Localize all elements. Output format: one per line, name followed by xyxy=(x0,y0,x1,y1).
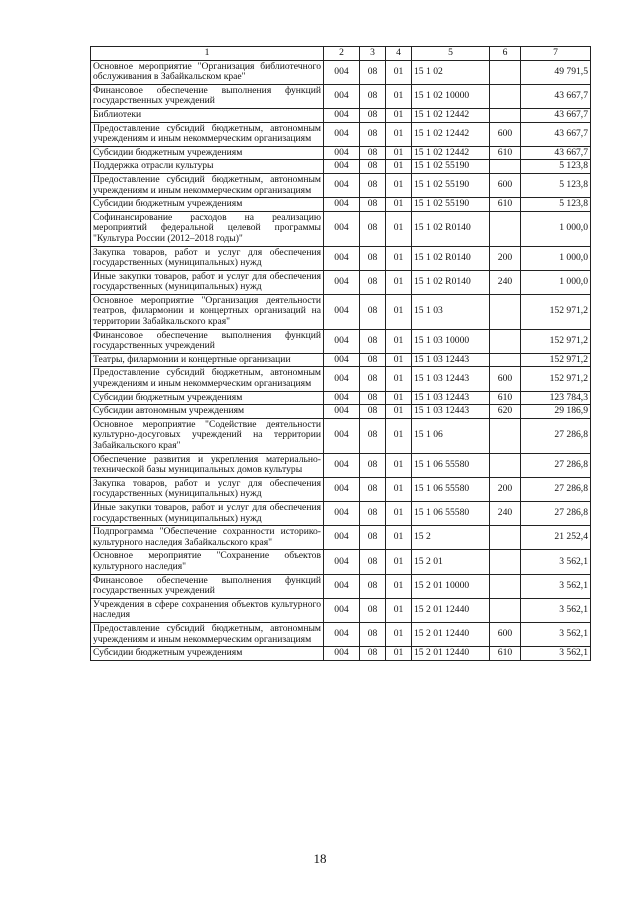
table-row xyxy=(91,198,591,212)
col-expense-type: 240 xyxy=(490,501,521,525)
col-amount: 27 286,8 xyxy=(521,453,591,477)
col-subsection: 01 xyxy=(386,270,412,294)
col-section: 08 xyxy=(360,198,386,212)
table-row xyxy=(91,246,591,270)
col-amount: 5 123,8 xyxy=(521,173,591,197)
col-target-article: 15 2 01 xyxy=(412,550,490,574)
table-row xyxy=(91,270,591,294)
table-row xyxy=(91,353,591,367)
col-section: 08 xyxy=(360,647,386,661)
col-section: 08 xyxy=(360,574,386,598)
col-expense-type xyxy=(490,108,521,122)
col-amount: 43 667,7 xyxy=(521,146,591,160)
col-target-article: 15 1 02 R0140 xyxy=(412,211,490,246)
col-code: 004 xyxy=(324,60,360,84)
col-code: 004 xyxy=(324,574,360,598)
col-subsection: 01 xyxy=(386,598,412,622)
row-name: Основное мероприятие "Организация деятельности театров, филармонии и концертных организаций на территории Забайкальского края" xyxy=(91,294,324,329)
table-row xyxy=(91,477,591,501)
col-code: 004 xyxy=(324,329,360,353)
row-name: Субсидии бюджетным учреждениям xyxy=(91,198,324,212)
col-subsection: 01 xyxy=(386,367,412,391)
col-subsection: 01 xyxy=(386,477,412,501)
row-name: Подпрограмма "Обеспечение сохранности историко-культурного наследия Забайкальского края" xyxy=(91,526,324,550)
col-expense-type xyxy=(490,598,521,622)
table-row xyxy=(91,418,591,453)
col-expense-type xyxy=(490,60,521,84)
col-code: 004 xyxy=(324,526,360,550)
col-subsection: 01 xyxy=(386,60,412,84)
col-expense-type: 610 xyxy=(490,198,521,212)
col-subsection: 01 xyxy=(386,405,412,419)
col-section: 08 xyxy=(360,622,386,646)
col-target-article: 15 1 06 55580 xyxy=(412,477,490,501)
col-amount: 1 000,0 xyxy=(521,211,591,246)
budget-table xyxy=(90,46,591,661)
col-section: 08 xyxy=(360,211,386,246)
col-expense-type xyxy=(490,211,521,246)
col-expense-type xyxy=(490,574,521,598)
col-section: 08 xyxy=(360,294,386,329)
row-name: Субсидии бюджетным учреждениям xyxy=(91,647,324,661)
col-amount: 3 562,1 xyxy=(521,622,591,646)
table-row xyxy=(91,550,591,574)
col-amount: 43 667,7 xyxy=(521,122,591,146)
col-code: 004 xyxy=(324,367,360,391)
col-target-article: 15 2 01 12440 xyxy=(412,598,490,622)
col-subsection: 01 xyxy=(386,353,412,367)
table-row xyxy=(91,211,591,246)
header-cell-4: 4 xyxy=(386,47,412,61)
col-expense-type: 200 xyxy=(490,246,521,270)
col-subsection: 01 xyxy=(386,84,412,108)
col-code: 004 xyxy=(324,173,360,197)
col-amount: 1 000,0 xyxy=(521,246,591,270)
col-subsection: 01 xyxy=(386,160,412,174)
col-target-article: 15 1 03 12443 xyxy=(412,405,490,419)
col-amount: 3 562,1 xyxy=(521,647,591,661)
col-code: 004 xyxy=(324,353,360,367)
col-section: 08 xyxy=(360,246,386,270)
col-target-article: 15 2 xyxy=(412,526,490,550)
table-row xyxy=(91,60,591,84)
col-expense-type: 610 xyxy=(490,647,521,661)
row-name: Иные закупки товаров, работ и услуг для обеспечения государственных (муниципальных) нужд xyxy=(91,501,324,525)
col-amount: 5 123,8 xyxy=(521,160,591,174)
header-cell-5: 5 xyxy=(412,47,490,61)
col-target-article: 15 1 06 xyxy=(412,418,490,453)
header-cell-2: 2 xyxy=(324,47,360,61)
col-expense-type xyxy=(490,294,521,329)
col-amount: 27 286,8 xyxy=(521,418,591,453)
col-target-article: 15 1 03 12443 xyxy=(412,391,490,405)
col-section: 08 xyxy=(360,60,386,84)
header-cell-7: 7 xyxy=(521,47,591,61)
col-target-article: 15 1 02 12442 xyxy=(412,108,490,122)
col-amount: 3 562,1 xyxy=(521,574,591,598)
col-subsection: 01 xyxy=(386,418,412,453)
col-code: 004 xyxy=(324,246,360,270)
row-name: Субсидии бюджетным учреждениям xyxy=(91,391,324,405)
header-row xyxy=(91,47,591,61)
col-subsection: 01 xyxy=(386,329,412,353)
table-row xyxy=(91,622,591,646)
col-code: 004 xyxy=(324,294,360,329)
col-subsection: 01 xyxy=(386,453,412,477)
table-row xyxy=(91,647,591,661)
col-code: 004 xyxy=(324,211,360,246)
col-subsection: 01 xyxy=(386,173,412,197)
col-amount: 5 123,8 xyxy=(521,198,591,212)
col-target-article: 15 1 03 12443 xyxy=(412,353,490,367)
col-expense-type: 240 xyxy=(490,270,521,294)
page-number: 18 xyxy=(313,851,327,866)
col-subsection: 01 xyxy=(386,146,412,160)
row-name: Закупка товаров, работ и услуг для обеспечения государственных (муниципальных) нужд xyxy=(91,477,324,501)
col-section: 08 xyxy=(360,477,386,501)
table-row xyxy=(91,574,591,598)
row-name: Финансовое обеспечение выполнения функций государственных учреждений xyxy=(91,574,324,598)
row-name: Субсидии бюджетным учреждениям xyxy=(91,146,324,160)
row-name: Финансовое обеспечение выполнения функций государственных учреждений xyxy=(91,329,324,353)
row-name: Закупка товаров, работ и услуг для обеспечения государственных (муниципальных) нужд xyxy=(91,246,324,270)
table-row xyxy=(91,526,591,550)
col-target-article: 15 2 01 10000 xyxy=(412,574,490,598)
col-code: 004 xyxy=(324,270,360,294)
col-subsection: 01 xyxy=(386,647,412,661)
col-expense-type: 600 xyxy=(490,367,521,391)
col-amount: 43 667,7 xyxy=(521,108,591,122)
col-amount: 29 186,9 xyxy=(521,405,591,419)
table-row xyxy=(91,160,591,174)
table-row xyxy=(91,173,591,197)
row-name: Предоставление субсидий бюджетным, автономным учреждениям и иным некоммерческим организациям xyxy=(91,122,324,146)
row-name: Театры, филармонии и концертные организации xyxy=(91,353,324,367)
col-expense-type xyxy=(490,84,521,108)
table-row xyxy=(91,367,591,391)
col-code: 004 xyxy=(324,477,360,501)
col-subsection: 01 xyxy=(386,211,412,246)
col-amount: 49 791,5 xyxy=(521,60,591,84)
col-target-article: 15 1 02 12442 xyxy=(412,146,490,160)
table-row xyxy=(91,84,591,108)
col-expense-type: 600 xyxy=(490,173,521,197)
col-expense-type xyxy=(490,353,521,367)
table-row xyxy=(91,453,591,477)
table-row xyxy=(91,146,591,160)
col-code: 004 xyxy=(324,146,360,160)
col-target-article: 15 1 02 55190 xyxy=(412,198,490,212)
col-expense-type: 610 xyxy=(490,391,521,405)
col-amount: 123 784,3 xyxy=(521,391,591,405)
col-amount: 152 971,2 xyxy=(521,294,591,329)
col-expense-type xyxy=(490,453,521,477)
col-amount: 3 562,1 xyxy=(521,550,591,574)
col-subsection: 01 xyxy=(386,108,412,122)
col-subsection: 01 xyxy=(386,550,412,574)
table-row xyxy=(91,294,591,329)
col-target-article: 15 1 02 12442 xyxy=(412,122,490,146)
col-section: 08 xyxy=(360,405,386,419)
col-amount: 1 000,0 xyxy=(521,270,591,294)
col-target-article: 15 1 06 55580 xyxy=(412,453,490,477)
col-target-article: 15 1 02 10000 xyxy=(412,84,490,108)
col-amount: 43 667,7 xyxy=(521,84,591,108)
col-section: 08 xyxy=(360,391,386,405)
col-target-article: 15 2 01 12440 xyxy=(412,622,490,646)
table-row xyxy=(91,391,591,405)
col-section: 08 xyxy=(360,453,386,477)
col-amount: 27 286,8 xyxy=(521,501,591,525)
col-subsection: 01 xyxy=(386,501,412,525)
col-expense-type xyxy=(490,526,521,550)
col-subsection: 01 xyxy=(386,526,412,550)
col-expense-type: 620 xyxy=(490,405,521,419)
col-code: 004 xyxy=(324,405,360,419)
col-section: 08 xyxy=(360,270,386,294)
col-amount: 152 971,2 xyxy=(521,353,591,367)
header-cell-1: 1 xyxy=(91,47,324,61)
row-name: Предоставление субсидий бюджетным, автономным учреждениям и иным некоммерческим организациям xyxy=(91,367,324,391)
row-name: Предоставление субсидий бюджетным, автономным учреждениям и иным некоммерческим организациям xyxy=(91,173,324,197)
row-name: Библиотеки xyxy=(91,108,324,122)
col-code: 004 xyxy=(324,622,360,646)
col-target-article: 15 1 02 R0140 xyxy=(412,270,490,294)
col-section: 08 xyxy=(360,501,386,525)
col-section: 08 xyxy=(360,598,386,622)
col-code: 004 xyxy=(324,84,360,108)
col-code: 004 xyxy=(324,160,360,174)
col-subsection: 01 xyxy=(386,622,412,646)
col-subsection: 01 xyxy=(386,246,412,270)
col-target-article: 15 1 02 xyxy=(412,60,490,84)
table-row xyxy=(91,501,591,525)
col-expense-type: 600 xyxy=(490,122,521,146)
col-expense-type: 200 xyxy=(490,477,521,501)
col-code: 004 xyxy=(324,647,360,661)
col-subsection: 01 xyxy=(386,122,412,146)
col-section: 08 xyxy=(360,367,386,391)
col-code: 004 xyxy=(324,598,360,622)
col-code: 004 xyxy=(324,108,360,122)
col-section: 08 xyxy=(360,84,386,108)
col-section: 08 xyxy=(360,146,386,160)
col-subsection: 01 xyxy=(386,574,412,598)
col-target-article: 15 1 03 12443 xyxy=(412,367,490,391)
col-expense-type xyxy=(490,418,521,453)
col-subsection: 01 xyxy=(386,198,412,212)
col-target-article: 15 1 02 R0140 xyxy=(412,246,490,270)
col-target-article: 15 1 03 10000 xyxy=(412,329,490,353)
row-name: Основное мероприятие "Содействие деятельности культурно-досуговых учреждений на территории Забайкальского края" xyxy=(91,418,324,453)
col-target-article: 15 1 03 xyxy=(412,294,490,329)
col-subsection: 01 xyxy=(386,294,412,329)
col-section: 08 xyxy=(360,173,386,197)
row-name: Иные закупки товаров, работ и услуг для обеспечения государственных (муниципальных) нужд xyxy=(91,270,324,294)
col-section: 08 xyxy=(360,329,386,353)
col-section: 08 xyxy=(360,526,386,550)
col-code: 004 xyxy=(324,122,360,146)
row-name: Основное мероприятие "Сохранение объектов культурного наследия" xyxy=(91,550,324,574)
table-row xyxy=(91,598,591,622)
col-section: 08 xyxy=(360,418,386,453)
col-section: 08 xyxy=(360,108,386,122)
col-expense-type: 610 xyxy=(490,146,521,160)
table-row xyxy=(91,122,591,146)
col-amount: 152 971,2 xyxy=(521,367,591,391)
col-section: 08 xyxy=(360,353,386,367)
col-section: 08 xyxy=(360,160,386,174)
row-name: Обеспечение развития и укрепления материально-технической базы муниципальных домов культуры xyxy=(91,453,324,477)
col-target-article: 15 1 06 55580 xyxy=(412,501,490,525)
table-row xyxy=(91,329,591,353)
col-code: 004 xyxy=(324,550,360,574)
col-section: 08 xyxy=(360,550,386,574)
table-body xyxy=(91,47,591,661)
table-row xyxy=(91,405,591,419)
col-expense-type: 600 xyxy=(490,622,521,646)
col-expense-type xyxy=(490,550,521,574)
col-amount: 27 286,8 xyxy=(521,477,591,501)
header-cell-3: 3 xyxy=(360,47,386,61)
col-code: 004 xyxy=(324,198,360,212)
col-target-article: 15 2 01 12440 xyxy=(412,647,490,661)
row-name: Софинансирование расходов на реализацию мероприятий федеральной целевой программы "Культура России (2012–2018 годы)" xyxy=(91,211,324,246)
row-name: Субсидии автономным учреждениям xyxy=(91,405,324,419)
col-amount: 21 252,4 xyxy=(521,526,591,550)
col-code: 004 xyxy=(324,391,360,405)
row-name: Финансовое обеспечение выполнения функций государственных учреждений xyxy=(91,84,324,108)
row-name: Основное мероприятие "Организация библиотечного обслуживания в Забайкальском крае" xyxy=(91,60,324,84)
table-row xyxy=(91,108,591,122)
header-cell-6: 6 xyxy=(490,47,521,61)
col-subsection: 01 xyxy=(386,391,412,405)
row-name: Предоставление субсидий бюджетным, автономным учреждениям и иным некоммерческим организациям xyxy=(91,622,324,646)
col-code: 004 xyxy=(324,501,360,525)
col-expense-type xyxy=(490,329,521,353)
col-amount: 152 971,2 xyxy=(521,329,591,353)
col-expense-type xyxy=(490,160,521,174)
col-code: 004 xyxy=(324,418,360,453)
row-name: Учреждения в сфере сохранения объектов культурного наследия xyxy=(91,598,324,622)
col-target-article: 15 1 02 55190 xyxy=(412,160,490,174)
col-target-article: 15 1 02 55190 xyxy=(412,173,490,197)
col-section: 08 xyxy=(360,122,386,146)
row-name: Поддержка отрасли культуры xyxy=(91,160,324,174)
col-code: 004 xyxy=(324,453,360,477)
col-amount: 3 562,1 xyxy=(521,598,591,622)
